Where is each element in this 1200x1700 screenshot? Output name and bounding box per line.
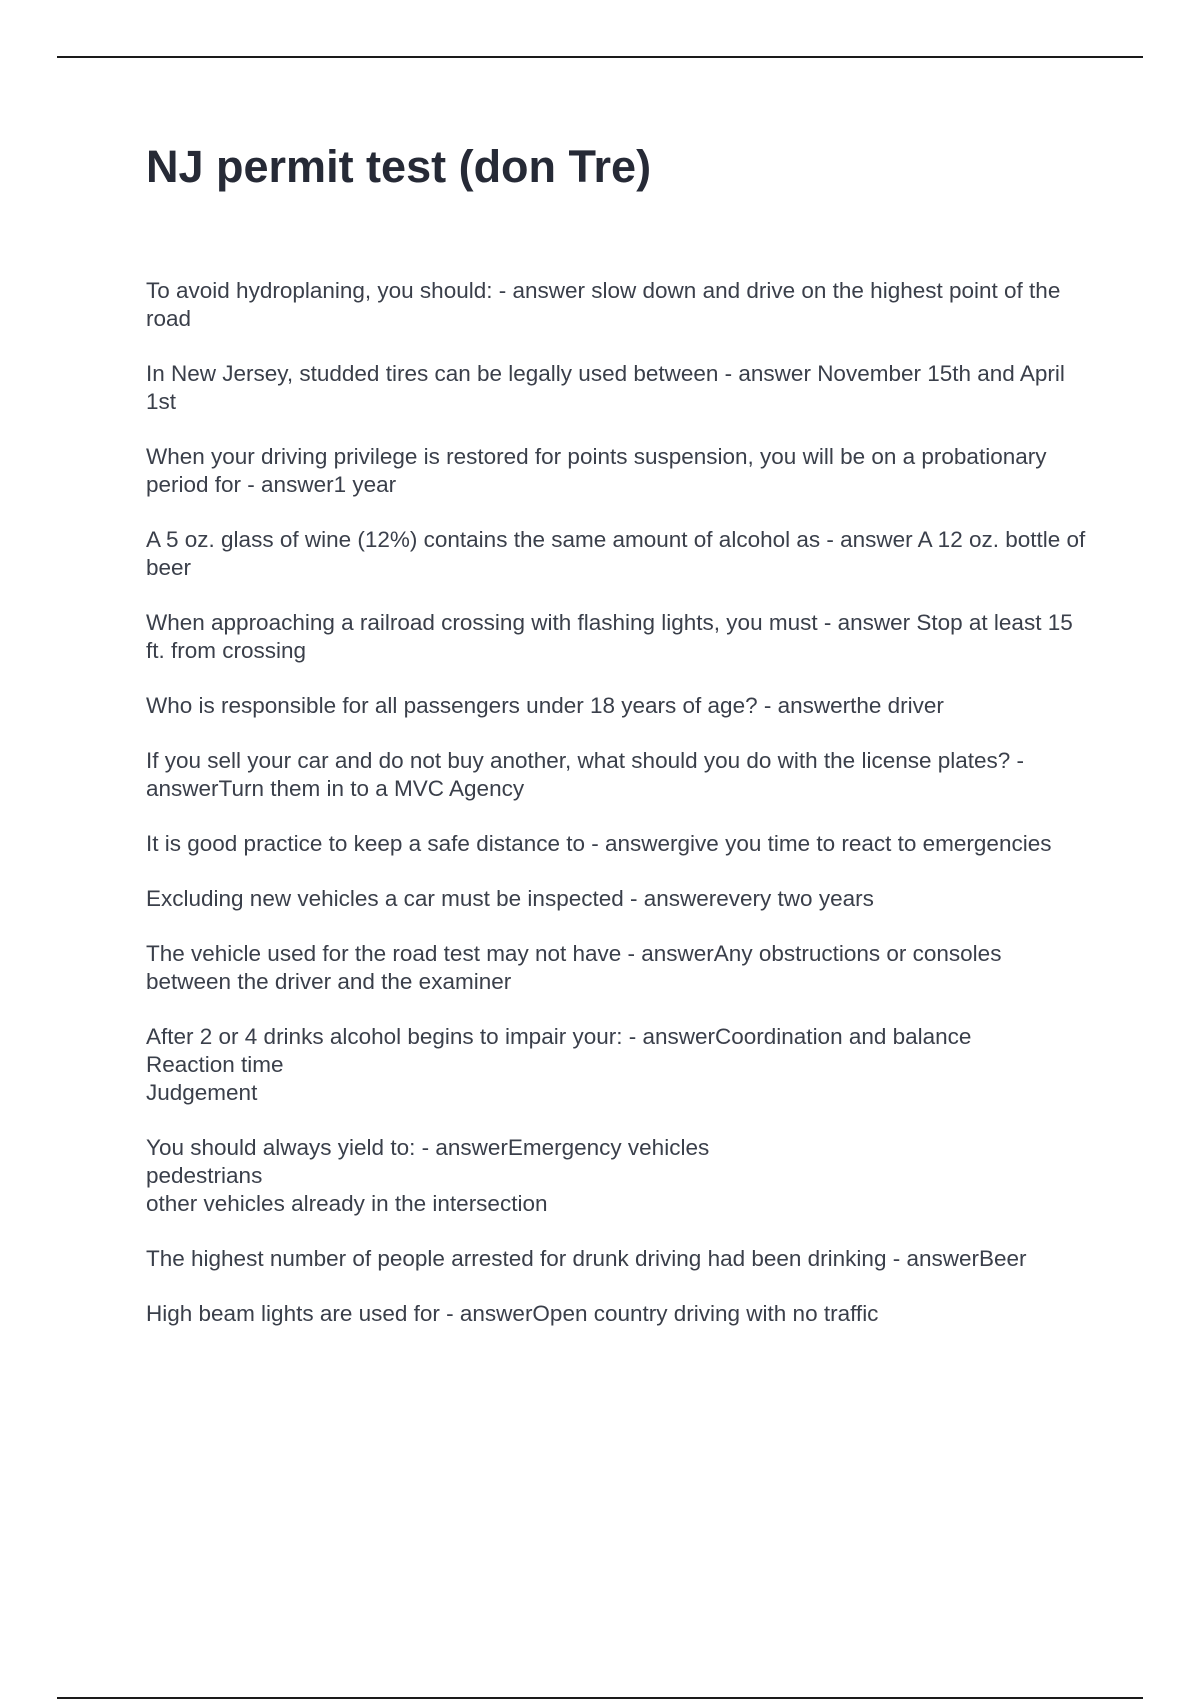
qa-item: In New Jersey, studded tires can be legally used between - answer November 15th and April 1st	[146, 361, 1065, 414]
qa-item: If you sell your car and do not buy another, what should you do with the license plates? - answerTurn them in to a MVC Agency	[146, 748, 1025, 801]
document-body	[146, 140, 1086, 1355]
qa-list	[146, 277, 1086, 1328]
document-title: NJ permit test (don Tre)	[146, 141, 652, 192]
top-rule	[57, 56, 1143, 58]
qa-item: Who is responsible for all passengers under 18 years of age? - answerthe driver	[146, 693, 944, 718]
qa-item: You should always yield to: - answerEmergency vehicles pedestrians other vehicles already in the intersection	[146, 1135, 710, 1216]
qa-item: A 5 oz. glass of wine (12%) contains the same amount of alcohol as - answer A 12 oz. bottle of beer	[146, 527, 1086, 580]
qa-item: The highest number of people arrested for drunk driving had been drinking - answerBeer	[146, 1246, 1027, 1271]
qa-item: Excluding new vehicles a car must be inspected - answerevery two years	[146, 886, 874, 911]
qa-item: High beam lights are used for - answerOpen country driving with no traffic	[146, 1301, 879, 1326]
qa-item: It is good practice to keep a safe distance to - answergive you time to react to emergencies	[146, 831, 1052, 856]
qa-item: The vehicle used for the road test may not have - answerAny obstructions or consoles between the driver and the examiner	[146, 941, 1002, 994]
qa-item: When approaching a railroad crossing with flashing lights, you must - answer Stop at least 15 ft. from crossing	[146, 610, 1073, 663]
qa-item: To avoid hydroplaning, you should: - answer slow down and drive on the highest point of the road	[146, 278, 1061, 331]
bottom-rule	[57, 1697, 1143, 1699]
qa-item: When your driving privilege is restored for points suspension, you will be on a probationary period for - answer1 year	[146, 444, 1047, 497]
qa-item: After 2 or 4 drinks alcohol begins to impair your: - answerCoordination and balance Reaction time Judgement	[146, 1024, 972, 1105]
